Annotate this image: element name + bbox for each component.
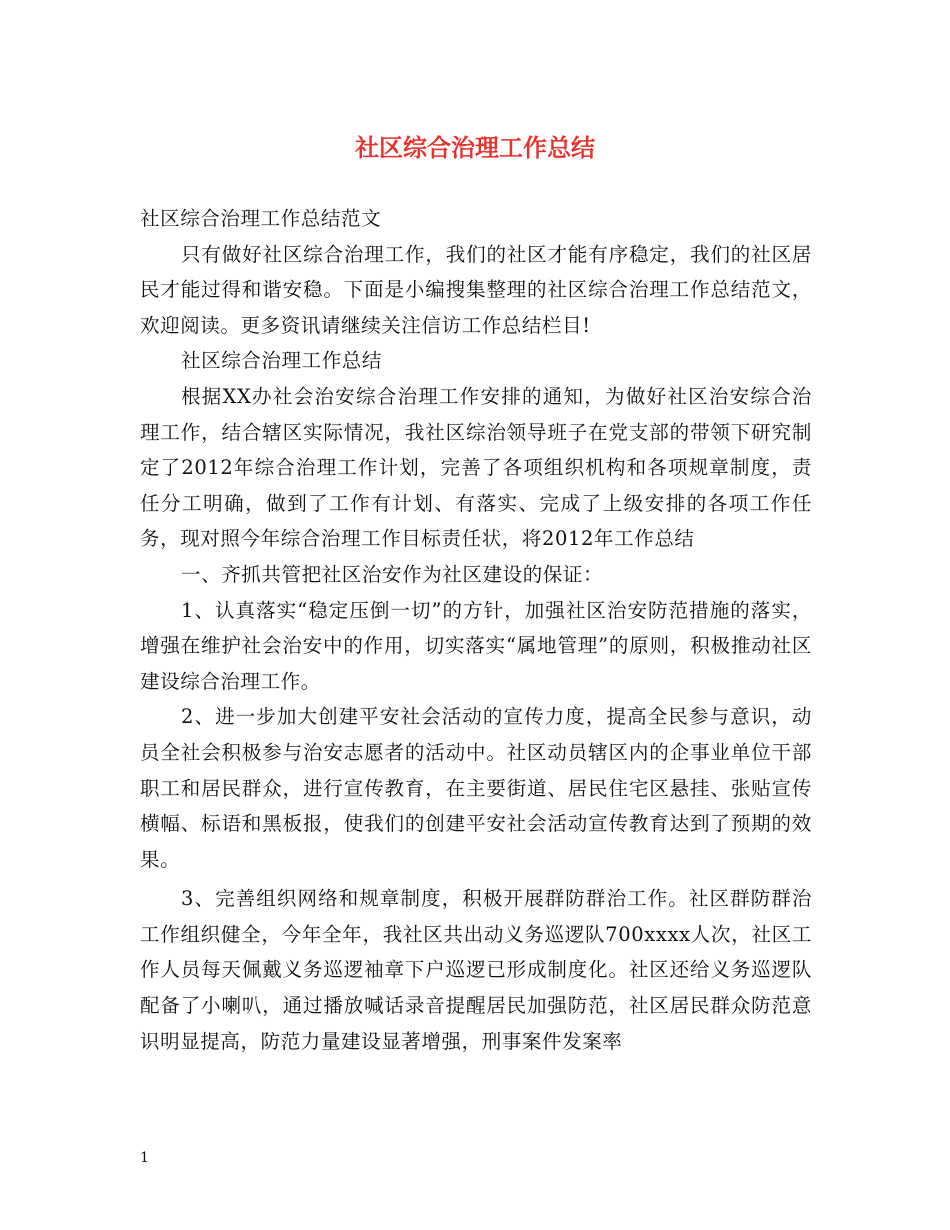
document-title: 社区综合治理工作总结 (355, 133, 595, 162)
item-two-paragraph: 2、进一步加大创建平安社会活动的宣传力度，提高全民参与意识，动员全社会积极参与治安志愿者的活动中。社区动员辖区内的企事业单位干部职工和居民群众，进行宣传教育，在主要街道、居民住宅区悬挂、张贴宣传横幅、标语和黑板报，使我们的创建平安社会活动宣传教育达到了预期的效果。 (140, 705, 812, 871)
subtitle-paragraph: 社区综合治理工作总结范文 (140, 207, 382, 230)
section-heading: 社区综合治理工作总结 (181, 349, 383, 373)
background-paragraph: 根据XX办社会治安综合治理工作安排的通知，为做好社区治安综合治理工作，结合辖区实际情况，我社区综治领导班子在党支部的带领下研究制定了2012年综合治理工作计划，完善了各项组织机构和各项规章制度，责任分工明确，做到了工作有计划、有落实、完成了上级安排的各项工作任务，现对照今年综合治理工作目标责任状，将2012年工作总结 (140, 384, 812, 551)
section-one-heading: 一、齐抓共管把社区治安作为社区建设的保证： (181, 562, 604, 586)
document-body (140, 201, 812, 1059)
item-one-paragraph: 1、认真落实“稳定压倒一切”的方针，加强社区治安防范措施的落实，增强在维护社会治安中的作用，切实落实“属地管理”的原则，积极推动社区建设综合治理工作。 (140, 598, 812, 693)
intro-paragraph: 只有做好社区综合治理工作，我们的社区才能有序稳定，我们的社区居民才能过得和谐安稳。下面是小编搜集整理的社区综合治理工作总结范文，欢迎阅读。更多资讯请继续关注信访工作总结栏目! (140, 242, 812, 337)
item-three-paragraph: 3、完善组织网络和规章制度，积极开展群防群治工作。社区群防群治工作组织健全，今年全年，我社区共出动义务巡逻队700xxxx人次，社区工作人员每天佩戴义务巡逻袖章下户巡逻已形成制度化。社区还给义务巡逻队配备了小喇叭，通过播放喊话录音提醒居民加强防范，社区居民群众防范意识明显提高，防范力量建设显著增强，刑事案件发案率 (140, 887, 812, 1053)
page-number: 1 (140, 1150, 149, 1166)
